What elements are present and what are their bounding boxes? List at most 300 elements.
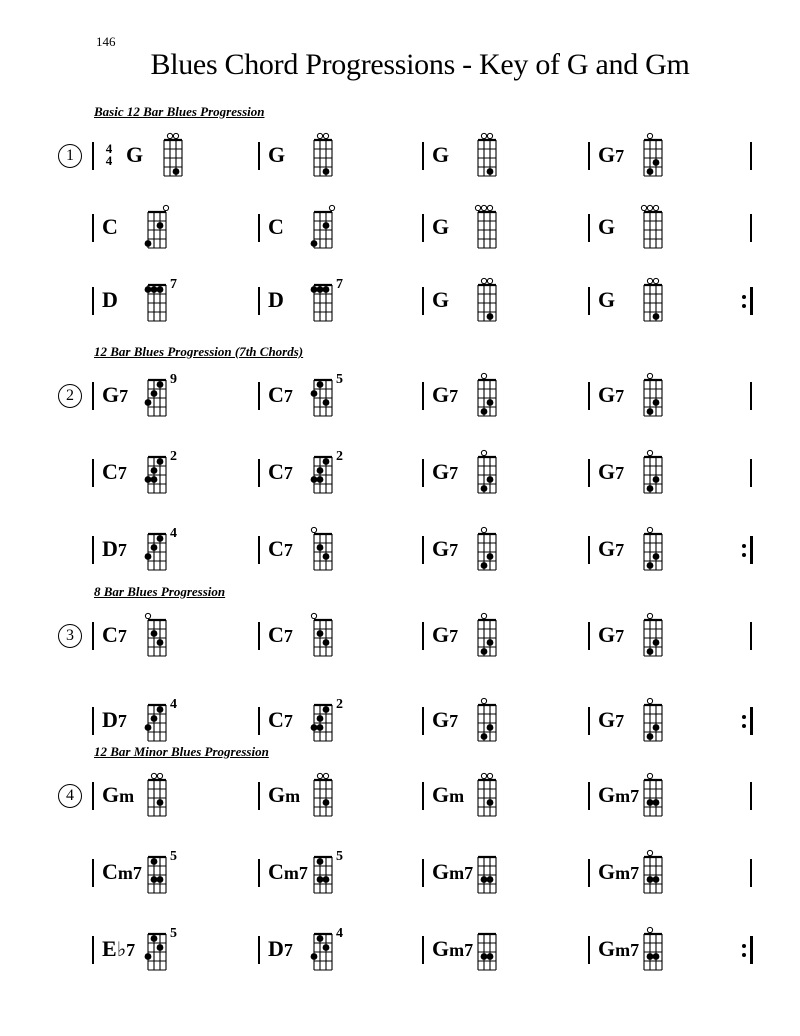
repeat-end-bar: [750, 287, 753, 315]
chord-root: G: [598, 859, 616, 884]
finger-dot: [647, 876, 654, 883]
open-string-marker: [647, 205, 652, 210]
fret-position-label: 5: [336, 372, 343, 387]
finger-dot: [647, 562, 654, 569]
chord-diagram: [144, 847, 170, 897]
chord-diagram: [144, 202, 170, 252]
finger-dot: [487, 313, 494, 320]
bar-line: [92, 859, 94, 887]
finger-dot: [323, 553, 330, 560]
chord-diagram: [474, 370, 500, 420]
chord-diagram: [474, 924, 500, 974]
fret-position-label: 5: [170, 849, 177, 864]
open-string-marker: [311, 613, 316, 618]
open-string-marker: [481, 450, 486, 455]
chord-root: C: [268, 536, 284, 561]
bar-line: [92, 782, 94, 810]
chord-root: C: [268, 459, 284, 484]
finger-dot: [647, 168, 654, 175]
finger-dot: [487, 168, 494, 175]
section-number-badge: 4: [58, 784, 82, 808]
finger-dot: [157, 222, 164, 229]
bar-line: [258, 142, 260, 170]
finger-dot: [311, 724, 318, 731]
chord-quality: 7: [283, 540, 293, 560]
finger-dot: [323, 222, 330, 229]
chord-diagram: [640, 130, 666, 180]
repeat-end-bar: [750, 536, 753, 564]
finger-dot: [323, 639, 330, 646]
chord-name: [102, 936, 135, 962]
section-heading: 12 Bar Blues Progression (7th Chords): [94, 344, 304, 359]
finger-dot: [323, 799, 330, 806]
bar-line: [588, 707, 590, 735]
chord-quality: 7: [449, 540, 459, 560]
chord-root: G: [598, 536, 616, 561]
open-string-marker: [329, 205, 334, 210]
chord-quality: m7: [283, 863, 308, 883]
bar-line: [588, 382, 590, 410]
finger-dot: [157, 706, 164, 713]
finger-dot: [653, 313, 660, 320]
chord-diagram: [640, 847, 666, 897]
finger-dot: [653, 953, 660, 960]
chord-root: G: [432, 859, 450, 884]
chord-root: D: [102, 287, 118, 312]
bar-line: [588, 287, 590, 315]
end-bar-line: [750, 142, 752, 170]
repeat-dot: [742, 544, 746, 548]
chord-diagram: [310, 524, 336, 574]
chord-quality: 7: [119, 386, 129, 406]
finger-dot: [487, 476, 494, 483]
chord-root: C: [268, 214, 284, 239]
chord-quality: 7: [117, 626, 127, 646]
chord-name: [268, 782, 300, 808]
finger-dot: [481, 648, 488, 655]
open-string-marker: [311, 527, 316, 532]
fret-position-label: 5: [336, 849, 343, 864]
finger-dot: [311, 390, 318, 397]
chord-diagram: [310, 130, 336, 180]
chord-name: [432, 859, 473, 885]
chord-quality: 7: [283, 940, 293, 960]
finger-dot: [151, 476, 158, 483]
finger-dot: [157, 381, 164, 388]
chord-name: [432, 287, 449, 313]
chord-name: [268, 287, 284, 313]
finger-dot: [151, 715, 158, 722]
finger-dot: [151, 858, 158, 865]
chord-name: [268, 707, 293, 733]
finger-dot: [487, 799, 494, 806]
bar-line: [588, 142, 590, 170]
finger-dot: [653, 476, 660, 483]
bar-line: [258, 936, 260, 964]
chord-quality: 7: [117, 711, 127, 731]
finger-dot: [317, 935, 324, 942]
chord-diagram: [310, 447, 336, 497]
finger-dot: [323, 168, 330, 175]
bar-line: [92, 214, 94, 242]
chord-root: G: [432, 459, 450, 484]
finger-dot: [647, 648, 654, 655]
fret-position-label: 9: [170, 372, 177, 387]
open-string-marker: [173, 133, 178, 138]
chord-quality: 7: [615, 540, 625, 560]
finger-dot: [653, 876, 660, 883]
chord-root: C: [268, 859, 284, 884]
chord-quality: 7: [615, 463, 625, 483]
open-string-marker: [647, 527, 652, 532]
finger-dot: [317, 544, 324, 551]
chord-diagram: [640, 695, 666, 745]
finger-dot: [145, 286, 152, 293]
bar-line: [588, 622, 590, 650]
fret-position-label: 5: [170, 926, 177, 941]
chord-diagram: [310, 275, 336, 325]
chord-root: G: [598, 382, 616, 407]
finger-dot: [173, 168, 180, 175]
bar-line: [422, 936, 424, 964]
finger-dot: [323, 944, 330, 951]
finger-dot: [311, 476, 318, 483]
finger-dot: [487, 876, 494, 883]
chord-name: [102, 459, 127, 485]
open-string-marker: [481, 205, 486, 210]
chord-diagram: [640, 610, 666, 660]
finger-dot: [151, 467, 158, 474]
repeat-dot: [742, 944, 746, 948]
open-string-marker: [647, 450, 652, 455]
bar-line: [92, 382, 94, 410]
fret-position-label: 2: [336, 449, 343, 464]
finger-dot: [481, 408, 488, 415]
finger-dot: [317, 724, 324, 731]
bar-line: [258, 382, 260, 410]
bar-line: [422, 536, 424, 564]
chord-name: [432, 936, 473, 962]
finger-dot: [653, 553, 660, 560]
bar-line: [422, 287, 424, 315]
finger-dot: [481, 876, 488, 883]
chord-root: C: [102, 859, 118, 884]
time-signature-bottom: 4: [105, 153, 113, 168]
bar-line: [422, 859, 424, 887]
bar-line: [258, 707, 260, 735]
finger-dot: [647, 733, 654, 740]
finger-dot: [157, 944, 164, 951]
section-number-badge: 2: [58, 384, 82, 408]
chord-diagram: [640, 524, 666, 574]
chord-diagram: [144, 924, 170, 974]
finger-dot: [151, 390, 158, 397]
finger-dot: [311, 286, 318, 293]
chord-root: G: [268, 782, 286, 807]
chord-diagram: [310, 847, 336, 897]
bar-line: [588, 214, 590, 242]
finger-dot: [653, 159, 660, 166]
bar-line: [258, 287, 260, 315]
chord-root: G: [432, 142, 450, 167]
chord-quality: 7: [615, 626, 625, 646]
chord-name: [432, 382, 458, 408]
finger-dot: [487, 639, 494, 646]
chord-name: [432, 142, 449, 168]
chord-quality: 7: [449, 711, 459, 731]
chord-diagram: [640, 447, 666, 497]
repeat-dot: [742, 553, 746, 557]
finger-dot: [151, 876, 158, 883]
finger-dot: [317, 630, 324, 637]
end-bar-line: [750, 782, 752, 810]
end-bar-line: [750, 214, 752, 242]
bar-line: [422, 142, 424, 170]
open-string-marker: [647, 373, 652, 378]
repeat-dots: [742, 713, 748, 733]
open-string-marker: [163, 205, 168, 210]
chord-diagram: [640, 770, 666, 820]
finger-dot: [481, 733, 488, 740]
fret-position-label: 7: [170, 277, 177, 292]
fret-position-label: 2: [336, 697, 343, 712]
chord-quality: m7: [615, 940, 640, 960]
chord-name: [598, 622, 624, 648]
section-heading: 8 Bar Blues Progression: [94, 584, 226, 599]
chord-root: D: [102, 707, 118, 732]
bar-line: [588, 936, 590, 964]
chord-root: E: [102, 936, 117, 961]
finger-dot: [151, 286, 158, 293]
bar-line: [258, 536, 260, 564]
bar-line: [258, 859, 260, 887]
chord-root: G: [268, 142, 286, 167]
chord-name: [102, 382, 128, 408]
repeat-dots: [742, 942, 748, 962]
bar-line: [258, 459, 260, 487]
chord-quality: m: [285, 786, 301, 806]
chord-diagram: [474, 275, 500, 325]
finger-dot: [157, 876, 164, 883]
chord-accidental: ♭: [116, 939, 127, 961]
finger-dot: [317, 381, 324, 388]
section-number-badge: 3: [58, 624, 82, 648]
chord-root: G: [598, 214, 616, 239]
repeat-dots: [742, 293, 748, 313]
chord-quality: 7: [615, 386, 625, 406]
bar-line: [92, 622, 94, 650]
chord-diagram: [474, 770, 500, 820]
chord-name: [598, 859, 639, 885]
open-string-marker: [653, 205, 658, 210]
open-string-marker: [647, 698, 652, 703]
chord-quality: 7: [283, 626, 293, 646]
chord-name: [598, 707, 624, 733]
finger-dot: [317, 876, 324, 883]
fret-position-label: 4: [170, 697, 177, 712]
finger-dot: [157, 458, 164, 465]
chord-name: [598, 142, 624, 168]
finger-dot: [647, 799, 654, 806]
chord-diagram: [474, 130, 500, 180]
chord-root: G: [598, 782, 616, 807]
chord-diagram: [310, 610, 336, 660]
bar-line: [422, 382, 424, 410]
bar-line: [422, 782, 424, 810]
open-string-marker: [647, 133, 652, 138]
finger-dot: [151, 544, 158, 551]
open-string-marker: [481, 773, 486, 778]
chord-name: [268, 859, 308, 885]
time-signature: [102, 143, 116, 167]
chord-quality: m: [449, 786, 465, 806]
chord-diagram: [144, 447, 170, 497]
chord-diagram: [474, 524, 500, 574]
chord-root: G: [432, 936, 450, 961]
chord-quality: m7: [449, 863, 474, 883]
chord-quality: 7: [117, 463, 127, 483]
open-string-marker: [647, 850, 652, 855]
chord-root: G: [126, 142, 144, 167]
finger-dot: [157, 286, 164, 293]
fret-position-label: 2: [170, 449, 177, 464]
finger-dot: [323, 286, 330, 293]
chord-quality: 7: [117, 540, 127, 560]
section-heading: 12 Bar Minor Blues Progression: [94, 744, 269, 759]
chord-name: [268, 536, 293, 562]
end-bar-line: [750, 382, 752, 410]
chord-quality: m7: [615, 786, 640, 806]
open-string-marker: [487, 278, 492, 283]
open-string-marker: [647, 927, 652, 932]
bar-line: [588, 782, 590, 810]
finger-dot: [481, 485, 488, 492]
fret-position-label: 7: [336, 277, 343, 292]
open-string-marker: [481, 133, 486, 138]
end-bar-line: [750, 859, 752, 887]
chord-root: G: [432, 214, 450, 239]
fret-position-label: 4: [336, 926, 343, 941]
finger-dot: [157, 639, 164, 646]
chord-root: G: [432, 622, 450, 647]
chord-diagram: [144, 695, 170, 745]
chord-root: G: [432, 536, 450, 561]
chord-name: [102, 214, 118, 240]
bar-line: [92, 536, 94, 564]
chord-diagram: [310, 370, 336, 420]
chord-name: [102, 622, 127, 648]
finger-dot: [317, 286, 324, 293]
chord-diagram: [474, 447, 500, 497]
chord-name: [432, 782, 464, 808]
chord-quality: m7: [615, 863, 640, 883]
open-string-marker: [481, 278, 486, 283]
repeat-dot: [742, 715, 746, 719]
chord-name: [102, 287, 118, 313]
chord-diagram: [640, 370, 666, 420]
chord-diagram: [144, 610, 170, 660]
open-string-marker: [481, 698, 486, 703]
chord-name: [598, 536, 624, 562]
open-string-marker: [317, 133, 322, 138]
finger-dot: [317, 476, 324, 483]
end-bar-line: [750, 622, 752, 650]
chord-quality: 7: [449, 626, 459, 646]
bar-line: [92, 936, 94, 964]
chord-root: G: [598, 707, 616, 732]
chord-root: C: [268, 622, 284, 647]
chord-diagram: [474, 695, 500, 745]
repeat-dot: [742, 953, 746, 957]
finger-dot: [145, 476, 152, 483]
chord-name: [432, 707, 458, 733]
chord-name: [432, 459, 458, 485]
chord-diagram: [160, 130, 186, 180]
open-string-marker: [145, 613, 150, 618]
chord-root: G: [598, 287, 616, 312]
chord-name: [268, 459, 293, 485]
finger-dot: [311, 953, 318, 960]
chord-name: [102, 536, 127, 562]
finger-dot: [151, 630, 158, 637]
chord-quality: 7: [449, 463, 459, 483]
chord-name: [598, 936, 639, 962]
open-string-marker: [487, 773, 492, 778]
chord-name: [598, 287, 615, 313]
finger-dot: [653, 799, 660, 806]
chord-root: D: [268, 287, 284, 312]
finger-dot: [653, 399, 660, 406]
chord-diagram: [640, 202, 666, 252]
open-string-marker: [167, 133, 172, 138]
chord-name: [598, 382, 624, 408]
chord-root: G: [432, 782, 450, 807]
bar-line: [92, 287, 94, 315]
bar-line: [422, 214, 424, 242]
open-string-marker: [481, 373, 486, 378]
chord-root: C: [102, 214, 118, 239]
chord-name: [268, 142, 285, 168]
chord-name: [268, 214, 284, 240]
finger-dot: [317, 467, 324, 474]
open-string-marker: [481, 613, 486, 618]
time-signature-top: 4: [105, 141, 113, 156]
finger-dot: [647, 485, 654, 492]
finger-dot: [145, 553, 152, 560]
chord-name: [102, 782, 134, 808]
bar-line: [422, 459, 424, 487]
open-string-marker: [653, 278, 658, 283]
chord-quality: 7: [283, 386, 293, 406]
bar-line: [588, 459, 590, 487]
open-string-marker: [487, 133, 492, 138]
open-string-marker: [157, 773, 162, 778]
bar-line: [92, 459, 94, 487]
chord-diagram: [310, 924, 336, 974]
chord-diagram: [310, 695, 336, 745]
chord-name: [432, 622, 458, 648]
open-string-marker: [647, 773, 652, 778]
chord-quality: m7: [449, 940, 474, 960]
chord-name: [268, 936, 293, 962]
chord-name: [432, 214, 449, 240]
chord-diagram: [144, 524, 170, 574]
finger-dot: [647, 408, 654, 415]
bar-line: [258, 622, 260, 650]
open-string-marker: [647, 278, 652, 283]
chord-name: [598, 782, 639, 808]
open-string-marker: [317, 773, 322, 778]
